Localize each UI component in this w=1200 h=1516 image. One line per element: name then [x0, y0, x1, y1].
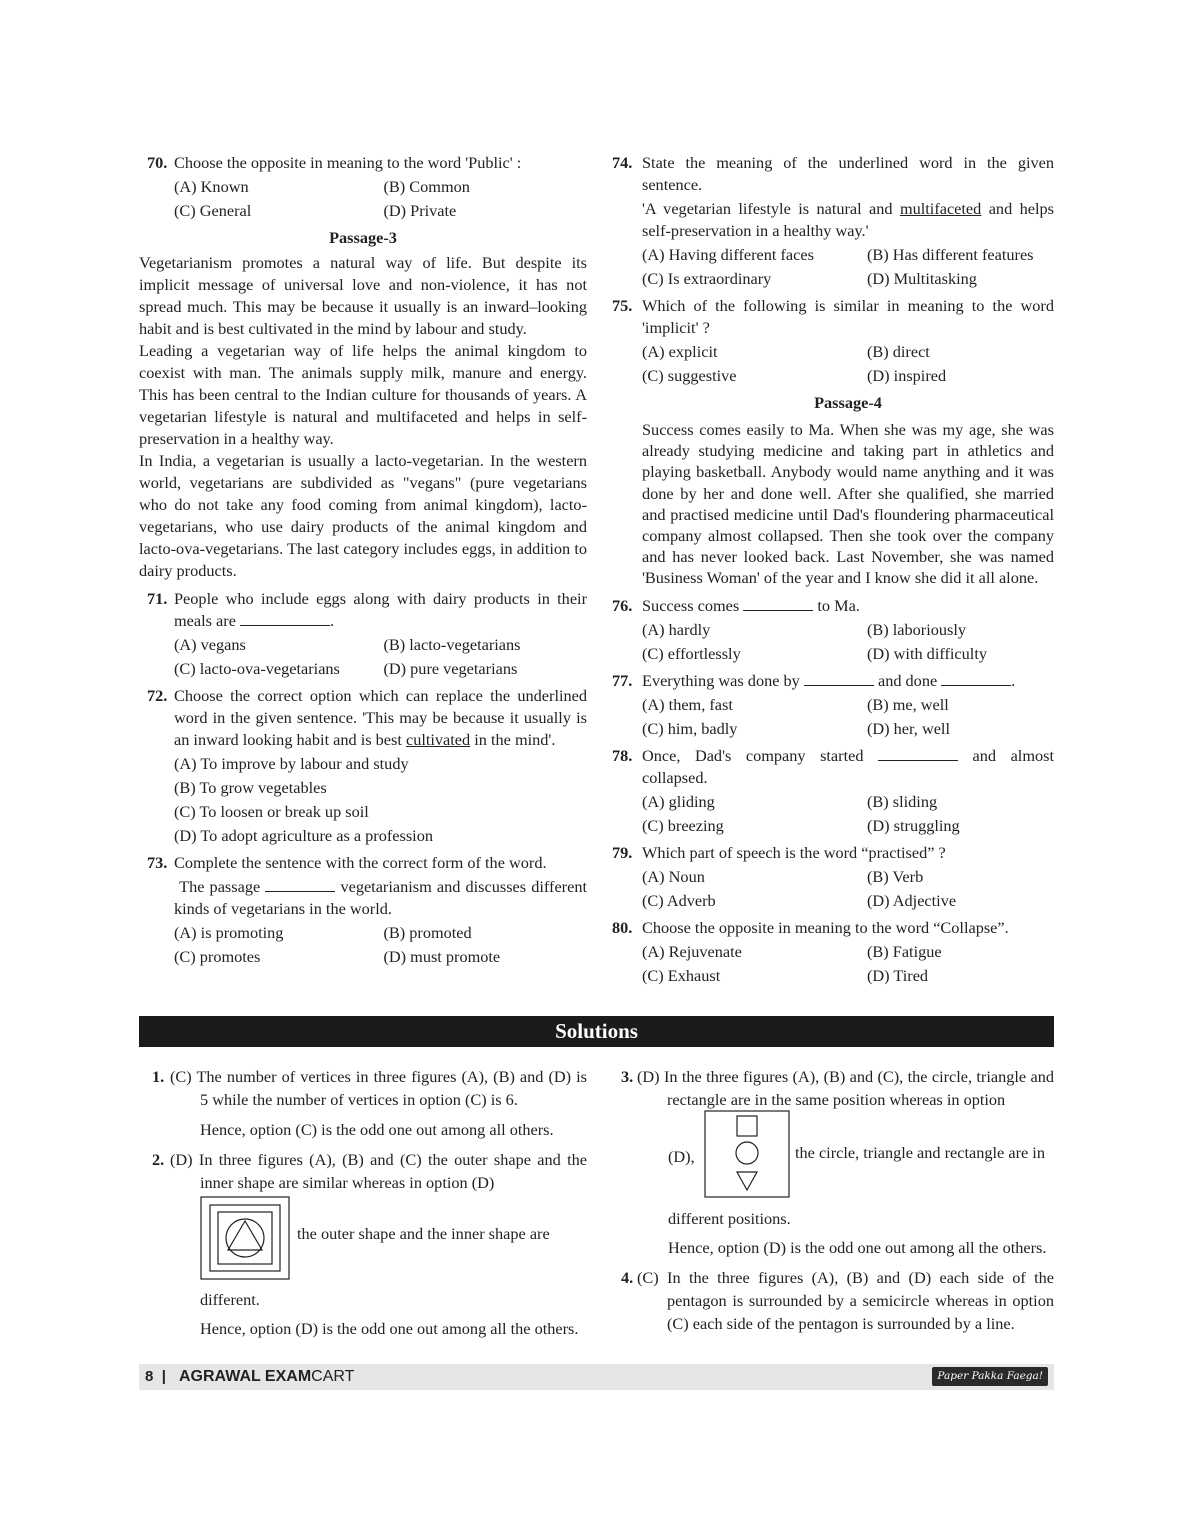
question-number: 73.: [147, 853, 168, 872]
solution-3-tail: different positions.: [668, 1209, 791, 1228]
option-c: (C) Adverb: [642, 890, 716, 910]
passage-paragraph: In India, a vegetarian is usually a lacto-vegetarian. In the western world, vegetarians are subdivided as "vegans" (pure vegetarians who do not take any food coming from animal kingdom), lacto-vegetarians, who use dairy products of the animal kingdom and lacto-ova-vegetarians. The last category includes eggs, in addition to dairy products.: [139, 451, 587, 580]
solution-3-figure-text: the circle, triangle and rectangle are in: [795, 1143, 1045, 1162]
option-a: (A) them, fast: [642, 694, 733, 714]
solution-number: 2.: [152, 1150, 165, 1169]
option-a: (A) Having different faces: [642, 245, 814, 264]
option-d: (D) her, well: [867, 718, 950, 738]
page-footer: [139, 1364, 1054, 1390]
question-text: Once, Dad's company started and almost collapsed.: [642, 745, 1054, 787]
option-b: (B) Verb: [867, 866, 924, 886]
question-71: [139, 588, 587, 680]
answer-blank: [240, 612, 330, 626]
question-79: [612, 842, 1054, 912]
question-text: Choose the correct option which can replace the underlined word in the given sentence. 'This may be because it usually is an inward looking habit and is best cultivated in the mind'.: [174, 686, 587, 749]
option-a: (A) Rejuvenate: [642, 941, 742, 961]
page-number: 8 |: [145, 1368, 166, 1385]
answer-blank: [878, 747, 958, 761]
question-text: Choose the opposite in meaning to the word 'Public' :: [174, 153, 522, 172]
option-c: (C) him, badly: [642, 718, 738, 738]
options: [642, 244, 1054, 290]
options: [642, 694, 1054, 740]
answer-blank: [265, 878, 335, 892]
question-text: Success comes to Ma.: [642, 595, 860, 615]
solution-conclusion: Hence, option (D) is the odd one out among all the others.: [668, 1238, 1047, 1257]
solution-1: [152, 1065, 587, 1141]
solution-3: 3. (D) In the three figures (A), (B) and (C), the circle, triangle and rectangle are in the same position whereas in option: [621, 1067, 1054, 1109]
question-73: [139, 852, 587, 968]
right-column: [612, 152, 1054, 992]
underlined-word: cultivated: [405, 730, 471, 749]
option-c: (C) Is extraordinary: [642, 269, 772, 288]
nested-shapes-figure: [200, 1196, 290, 1280]
option-b: (B) laboriously: [867, 619, 967, 639]
solution-2-tail: different.: [200, 1290, 260, 1309]
option-a: (A) To improve by labour and study: [174, 754, 409, 773]
solution-2: 2. (D) In three figures (A), (B) and (C) the outer shape and the inner shape are similar whereas in option (D): [152, 1150, 587, 1192]
question-70: [139, 152, 587, 222]
question-78: [612, 745, 1054, 837]
option-b: (B) direct: [867, 342, 930, 361]
options: [642, 941, 1054, 987]
question-80: [612, 917, 1054, 987]
solution-3-figure-label: (D),: [668, 1147, 695, 1166]
options: [642, 866, 1054, 912]
option-a: (A) Known: [174, 177, 249, 196]
question-text: Which of the following is similar in meaning to the word 'implicit' ?: [642, 296, 1054, 337]
solution-number: 1.: [152, 1067, 165, 1086]
option-c: (C) promotes: [174, 947, 261, 966]
answer-blank: [804, 672, 874, 686]
question-number: 76.: [612, 595, 633, 615]
option-d: (D) with difficulty: [867, 643, 987, 663]
question-number: 71.: [147, 589, 168, 608]
options: [642, 619, 1054, 665]
option-a: (A) vegans: [174, 635, 246, 654]
passage-3: [139, 227, 587, 582]
question-text: Complete the sentence with the correct form of the word.: [174, 853, 547, 872]
passage-title: Passage-3: [329, 228, 397, 247]
option-b: (B) sliding: [867, 791, 938, 811]
options: [174, 753, 587, 847]
question-number: 75.: [612, 296, 633, 315]
question-text: State the meaning of the underlined word in the given sentence.: [642, 153, 1054, 194]
question-text: Which part of speech is the word “practised” ?: [642, 842, 946, 862]
option-c: (C) lacto-ova-vegetarians: [174, 659, 340, 678]
solution-number: 3.: [621, 1067, 634, 1086]
option-b: (B) me, well: [867, 694, 949, 714]
solution-conclusion: Hence, option (C) is the odd one out among all others.: [200, 1120, 554, 1139]
option-c: (C) To loosen or break up soil: [174, 802, 369, 821]
options: [642, 341, 1054, 387]
option-a: (A) hardly: [642, 619, 711, 639]
question-number: 77.: [612, 670, 633, 690]
question-77: [612, 670, 1054, 740]
underlined-word: multifaceted: [899, 199, 982, 218]
passage-4: [612, 392, 1054, 589]
question-number: 74.: [612, 153, 633, 172]
option-a: (A) gliding: [642, 791, 715, 811]
option-d: (D) Tired: [867, 965, 929, 985]
question-number: 72.: [147, 686, 168, 705]
left-column: [139, 152, 587, 973]
option-c: (C) breezing: [642, 815, 724, 835]
question-number: 80.: [612, 917, 633, 937]
option-b: (B) lacto-vegetarians: [383, 635, 521, 654]
option-d: (D) must promote: [383, 947, 501, 966]
solution-2-figure-text: the outer shape and the inner shape are: [297, 1224, 550, 1243]
passage-title: Passage-4: [814, 393, 882, 412]
option-b: (B) Common: [383, 177, 470, 196]
question-number: 79.: [612, 842, 633, 862]
options: [174, 634, 587, 680]
solutions-heading: Solutions: [139, 1016, 1054, 1047]
tagline-badge: Paper Pakka Faega!: [932, 1367, 1048, 1386]
solution-conclusion: Hence, option (D) is the odd one out among all the others.: [200, 1319, 579, 1338]
question-number: 70.: [147, 153, 168, 172]
passage-paragraph: Vegetarianism promotes a natural way of life. But despite its implicit message of universal love and non-violence, it has not spread much. This may be because it usually is an inward–looking habit and is best cultivated in the mind by labour and study.: [139, 253, 587, 338]
options: [642, 791, 1054, 837]
option-d: (D) Private: [383, 201, 457, 220]
option-a: (A) explicit: [642, 342, 718, 361]
option-d: (D) struggling: [867, 815, 960, 835]
option-a: (A) Noun: [642, 866, 705, 886]
question-76: [612, 595, 1054, 665]
shapes-figure: [704, 1110, 790, 1198]
publisher-logo: AGRAWAL EXAMCART: [179, 1368, 355, 1385]
solution-number: 4.: [621, 1268, 634, 1287]
solution-4: 4. (C) In the three figures (A), (B) and (D) each side of the pentagon is surrounded by a semicircle whereas in option (C) each side of the pentagon is surrounded by a line.: [621, 1268, 1054, 1333]
question-72: [139, 685, 587, 847]
options: [174, 922, 587, 968]
option-b: (B) Fatigue: [867, 941, 942, 961]
question-number: 78.: [612, 745, 633, 765]
question-74: [612, 152, 1054, 290]
question-75: [612, 295, 1054, 387]
question-text: People who include eggs along with dairy products in their meals are .: [174, 589, 587, 630]
option-b: (B) promoted: [383, 923, 472, 942]
answer-blank: [941, 672, 1011, 686]
passage-paragraph: Success comes easily to Ma. When she was my age, she was already studying medicine and taking part in athletics and playing basketball. Anybody would name anything and it was done by her and done well. After she qualified, she married and practised medicine until Dad's floundering pharmaceutical company almost collapsed. Then she took over the company and has never looked back. Last November, she was named 'Business Woman' of the year and I know she did it all alone.: [642, 420, 1054, 588]
option-d: (D) To adopt agriculture as a profession: [174, 826, 433, 845]
option-c: (C) Exhaust: [642, 965, 721, 985]
option-c: (C) effortlessly: [642, 643, 741, 663]
option-d: (D) Multitasking: [867, 269, 977, 288]
option-b: (B) To grow vegetables: [174, 778, 327, 797]
answer-blank: [743, 597, 813, 611]
question-text: Choose the opposite in meaning to the word “Collapse”.: [642, 917, 1009, 937]
option-d: (D) inspired: [867, 366, 947, 385]
question-sentence: The passage vegetarianism and discusses different kinds of vegetarians in the world.: [174, 877, 587, 918]
question-text: Everything was done by and done .: [642, 670, 1016, 690]
option-c: (C) General: [174, 201, 252, 220]
option-d: (D) pure vegetarians: [383, 659, 518, 678]
option-c: (C) suggestive: [642, 366, 737, 385]
option-b: (B) Has different features: [867, 245, 1034, 264]
option-d: (D) Adjective: [867, 890, 957, 910]
solution-text: (C) The number of vertices in three figures (A), (B) and (D) is 5 while the number of vertices in option (C) is 6. Hence, option (C) is the odd one out among all others.: [170, 1067, 587, 1139]
options: [174, 176, 587, 222]
question-sentence: 'A vegetarian lifestyle is natural and multifaceted and helps self-preservation in a healthy way.': [642, 199, 1054, 240]
passage-paragraph: Leading a vegetarian way of life helps the animal kingdom to coexist with man. The animals supply milk, manure and energy. This has been central to the Indian culture for thousands of years. A vegetarian lifestyle is natural and multifaceted and helps in self-preservation in a healthy way.: [139, 341, 587, 448]
option-a: (A) is promoting: [174, 923, 284, 942]
